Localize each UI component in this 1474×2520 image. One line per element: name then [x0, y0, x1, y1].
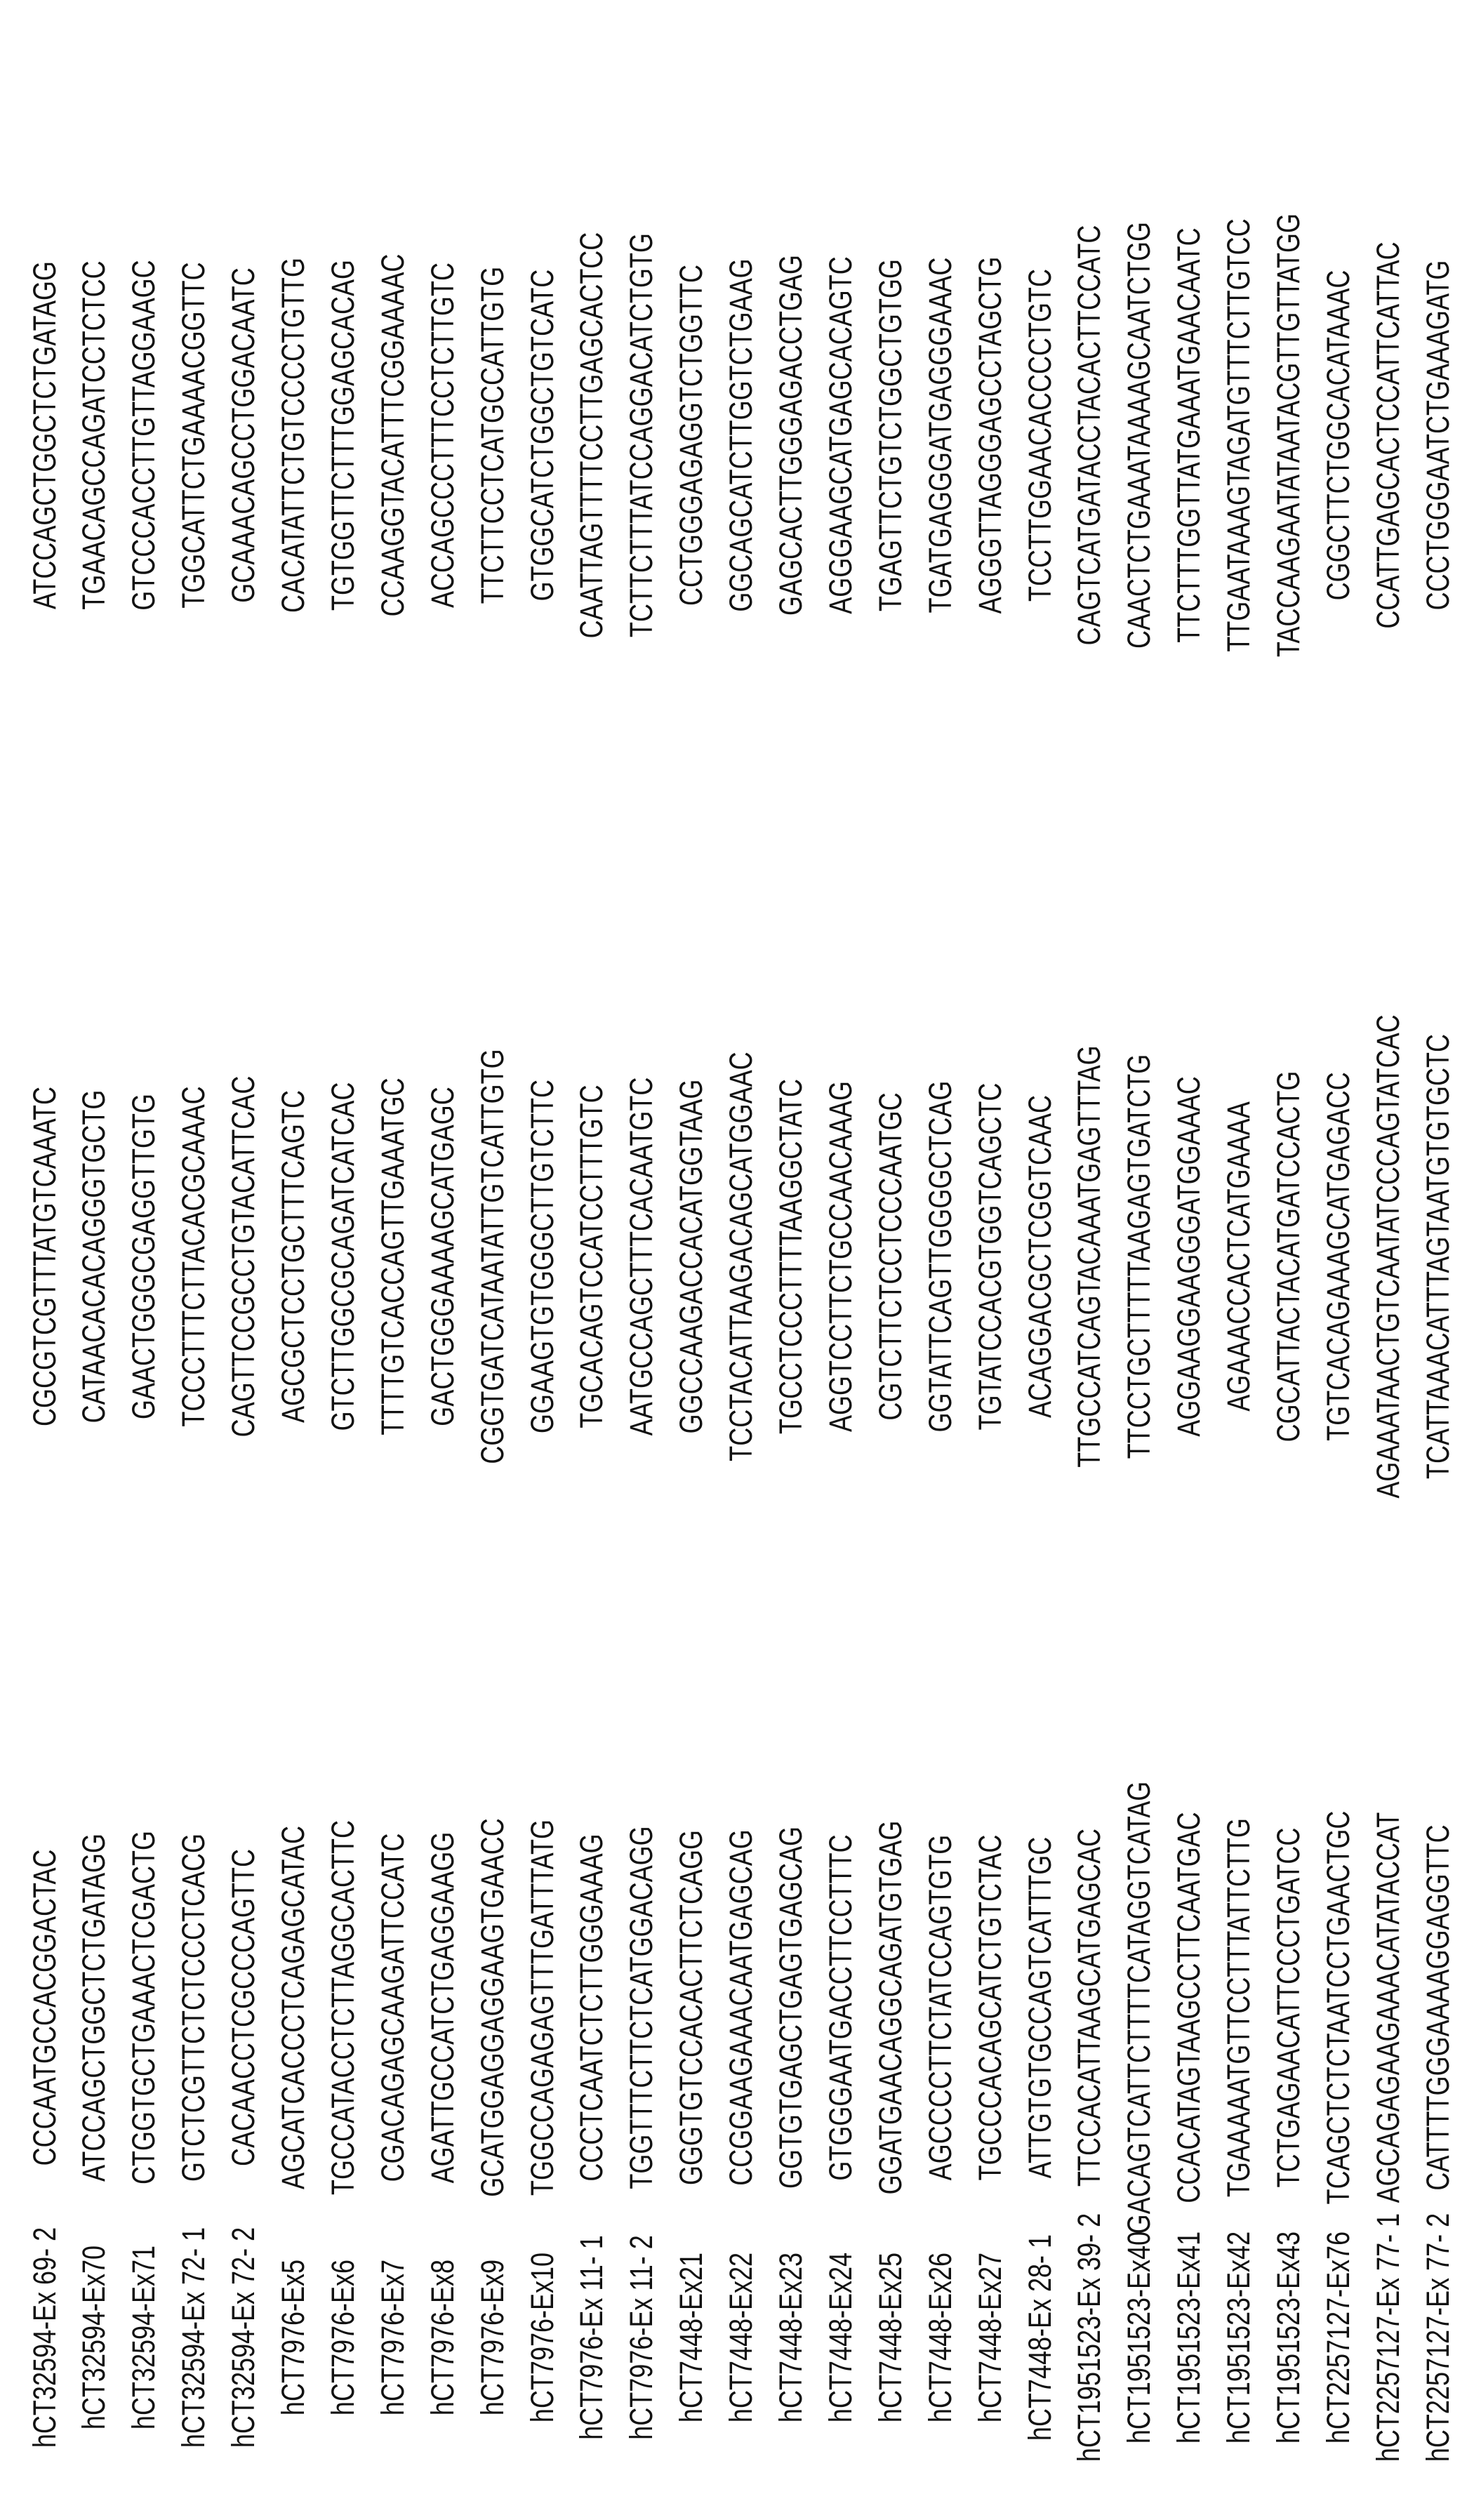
sequence-3: CCTGGGAGAGGTCTGGTTC	[666, 265, 716, 606]
sequence-3: CGGCTTCTGGCACATAAAC	[1313, 270, 1363, 601]
table-row	[766, 0, 816, 2520]
sequence-3: TACCAAGAATATAATACGTTGTTATGG	[1263, 213, 1313, 657]
sequence-2: TGCCTCCCTTTTAAGGCTATC	[766, 1079, 816, 1434]
sequence-3: CAATTAGTTTTCCTTGAGCACTCC	[566, 232, 616, 639]
sequence-3: TGAACAGCCAGATCCTCTCC	[69, 260, 119, 609]
sequence-2: TCCCTTTCTTACACGCAAAC	[168, 1086, 218, 1426]
sequence-1: GTGGGAATGACCTTCCTTTC	[816, 1834, 865, 2180]
sequence-3: GTGGCATCTGGCTGTCATC	[517, 270, 567, 602]
table-row	[1015, 0, 1065, 2520]
sequence-2: GTCTTGGCGCAGATCATCAC	[318, 1082, 368, 1431]
sequence-2: AGAAACCACTCATGAAAA	[1214, 1101, 1263, 1411]
exon-label: hCT1951523-Ex41	[1164, 2231, 1214, 2443]
exon-label: hCT7976-Ex9	[467, 2260, 517, 2415]
table-row	[816, 0, 865, 2520]
sequence-1: CACAACCTCGCCCAGTTC	[218, 1849, 268, 2166]
sequence-1: TGAAAAATGTTCCTTTATTCTTG	[1214, 1818, 1263, 2197]
table-row	[119, 0, 168, 2520]
exon-label: hCT2257127-Ex76	[1313, 2231, 1363, 2443]
table-row	[69, 0, 119, 2520]
sequence-2: GGAAGTGTGGGCTTGTCTTC	[517, 1080, 567, 1433]
sequence-1: AGCCCCTTCTATCCAGTGTG	[915, 1835, 965, 2181]
sequence-2: GAACTGGGCGAGGTTGTG	[119, 1094, 168, 1419]
exon-label: hCT1951523-Ex 39- 2	[1064, 2213, 1114, 2462]
sequence-1: AGATTGCCATCTGAGGAAGG	[418, 1832, 467, 2184]
sequence-3: GTCCCACCTTGTTAGGAAGC	[119, 260, 168, 610]
sequence-3: TCCTTGGAACACCCCTGTC	[1015, 269, 1065, 602]
exon-label: hCT7448-Ex 28- 1	[1015, 2234, 1065, 2441]
sequence-1: TCTGAGAACATTCCCTGATCC	[1263, 1828, 1313, 2188]
table-row	[1363, 0, 1413, 2520]
sequence-1: TTCCACATTAAGCATGAGCAC	[1064, 1829, 1114, 2187]
exon-label: hCT7976-Ex8	[418, 2260, 467, 2415]
exon-label: hCT7448-Ex23	[766, 2253, 816, 2422]
sequence-2: AGAAATAACTGTCAATATCCCAGTATCAC	[1363, 1014, 1413, 1498]
sequence-3: ATCCAGCTGGCTCTGATAGG	[20, 261, 69, 609]
sequence-2: TGTATCCACGTGGTCAGCTC	[965, 1083, 1015, 1431]
table-row	[218, 0, 268, 2520]
sequence-3: CACATATTCTGTCCCCTGTTG	[268, 258, 318, 613]
sequence-3: TGTGGTTCTTTGGAGCACAG	[318, 260, 368, 611]
exon-label: hCT7448-Ex27	[965, 2253, 1015, 2422]
table-row	[1114, 0, 1164, 2520]
sequence-3: CAACTCTGAAATAAAAGCAATCTGG	[1114, 222, 1164, 649]
sequence-2: AGGAAGGAAGGGATGGAAAC	[1164, 1076, 1214, 1436]
exon-label: hCT1951523-Ex42	[1214, 2231, 1263, 2443]
exon-label: hCT7976-Ex 11- 1	[566, 2235, 616, 2439]
table-row	[865, 0, 915, 2520]
sequence-1: TCAGCTCTCTAATCCTGAACTGC	[1313, 1811, 1363, 2205]
sequence-3: CCAAGGTACATTTCGGAAAAC	[368, 254, 418, 617]
sequence-1: CGACAGAGCAAGATTCCATC	[368, 1833, 418, 2182]
sequence-1: ATTGTGTGCCAGTCATTTGC	[1015, 1837, 1065, 2179]
table-row	[418, 0, 467, 2520]
sequence-3: CAGTCATGATACCTACACTTCCATC	[1064, 225, 1114, 646]
table-row	[368, 0, 418, 2520]
table-row	[517, 0, 567, 2520]
sequence-3: TTCTTTGGTTATGAAATGAACAATC	[1164, 227, 1214, 642]
exon-label: hCT1951523-Ex43	[1263, 2231, 1313, 2443]
exon-label: hCT7976-Ex 11- 2	[616, 2235, 666, 2439]
sequence-1: TGCCATACCTCTTAGGCACTTC	[318, 1820, 368, 2195]
table-row	[268, 0, 318, 2520]
sequence-1: GTCTCGTTCTCTCCCTCACG	[168, 1833, 218, 2182]
sequence-2: CGGTGATCATAATATTGTCATTGTG	[467, 1049, 517, 1464]
table-row	[467, 0, 517, 2520]
table-row	[1164, 0, 1214, 2520]
exon-label: hCT7448-Ex22	[716, 2253, 766, 2422]
sequence-3: TTGAATAAAGTAGATGTTTCTTGTCC	[1214, 218, 1263, 651]
sequence-2: GACTGGGAAAAGCATGAGC	[418, 1087, 467, 1426]
sequence-1: TGGTTTCTTCTCATGGACAGG	[616, 1826, 666, 2189]
table-row	[666, 0, 716, 2520]
sequence-1: CCGGAAGAAACAATGAGCAG	[716, 1829, 766, 2185]
sequence-3: GAGCACTTGGGAGACCTGAG	[766, 255, 816, 616]
exon-label: hCT32594-Ex 72- 1	[168, 2227, 218, 2448]
exon-label: hCT32594-Ex 69- 2	[20, 2227, 69, 2448]
exon-label: hCT7448-Ex21	[666, 2253, 716, 2422]
table-row	[1413, 0, 1463, 2520]
sequence-2: ACAGGACGCTCGGTCAAC	[1015, 1095, 1065, 1418]
sequence-2: TCCTACATTAAGACAGCATGGAAC	[716, 1052, 766, 1461]
sequence-2: TGTCACAGAAAGCATGAGACC	[1313, 1072, 1363, 1440]
sequence-2: TTTTGTCACCAGTTGAAATGC	[368, 1077, 418, 1435]
sequence-1: GGATGAACAGGCAGATGTGAG	[865, 1821, 915, 2195]
exon-label: hCT1951523-Ex40	[1114, 2231, 1164, 2443]
sequence-3: AGGGTTAGGGAGCCTAGCTG	[965, 257, 1015, 614]
sequence-3: TCTTCTTTATCCAGGACATCTGTG	[616, 233, 666, 637]
sequence-2: AATGCCAGCTTTCACAATGTC	[616, 1077, 666, 1436]
sequence-3: AGGGAAGCATGAGCACAGTC	[816, 256, 865, 614]
table-row	[1263, 0, 1313, 2520]
sequence-2: CGCATTACTACATGATCCACTG	[1263, 1071, 1313, 1443]
sequence-1: AGCAGAGAAGAAACATATACCAT	[1363, 1812, 1413, 2203]
sequence-2: AGCGCTCCTGCTTTCAGTC	[268, 1090, 318, 1423]
sequence-3: TTCTTCCTCATGCCATTGTG	[467, 267, 517, 604]
exon-label: hCT32594-Ex70	[69, 2246, 119, 2429]
sequence-1: AGCATCACCCTCAGAGCATAC	[268, 1826, 318, 2189]
exon-label: hCT7448-Ex24	[816, 2253, 865, 2422]
exon-label: hCT2257127-Ex 77- 2	[1413, 2213, 1463, 2462]
sequence-3: GGCAGCATCTTGGTCTGAAG	[716, 258, 766, 611]
table-row	[566, 0, 616, 2520]
sequence-1: GCATGGAGGAGGAAGTGAACC	[467, 1818, 517, 2196]
sequence-3: ACCAGCCCTTTCCTCTTGTC	[418, 263, 467, 608]
sequence-1: GGGTGTCCACACTTCTCAGG	[666, 1830, 716, 2185]
sequence-3: TGGCATTCTGAAAACGGTTC	[168, 262, 218, 608]
sequence-1: CCCAATGCCACGGACTAC	[20, 1850, 69, 2166]
sequence-2: CGTCTTCTCCTCCCAATGC	[865, 1092, 915, 1420]
exon-label: hCT32594-Ex 72- 2	[218, 2227, 268, 2448]
exon-label: hCT7448-Ex26	[915, 2253, 965, 2422]
sequence-3: TGAGTTCTGTCTGGCTGTGG	[865, 259, 915, 611]
exon-label: hCT7976-Ex10	[517, 2253, 567, 2422]
table-row	[716, 0, 766, 2520]
sequence-1: CTGGTGCTGAAACTCGACTG	[119, 1831, 168, 2184]
sequence-2: TTCCTGCTTTTTAAGAGTGATCTG	[1114, 1054, 1164, 1459]
sequence-2: TTGCCATCAGTACAAATGAGTTTAG	[1064, 1045, 1114, 1467]
table-row	[20, 0, 69, 2520]
exon-label: hCT7448-Ex25	[865, 2253, 915, 2422]
sequence-1: CATTTTGGGAAAAGGAGGTTC	[1413, 1824, 1463, 2190]
sequence-1: GACAGTCATTCTTTTCATAGGTCATAG	[1114, 1782, 1164, 2234]
rotated-document-page	[0, 0, 1474, 2520]
table-row	[1064, 0, 1114, 2520]
sequence-3: TGATGAGGGATGAGGGAAAC	[915, 258, 965, 614]
table-row	[318, 0, 368, 2520]
sequence-1: TGGCCAGAGAGTTTGATTTATG	[517, 1819, 567, 2196]
sequence-2: TCATTAAACATTTAGTAATGTGTGCTC	[1413, 1034, 1463, 1479]
table-row	[168, 0, 218, 2520]
sequence-2: TGCACAGTCCATCCTTTGTC	[566, 1085, 616, 1428]
table-row	[915, 0, 965, 2520]
table-row	[616, 0, 666, 2520]
exon-label: hCT7976-Ex5	[268, 2260, 318, 2415]
exon-label: hCT32594-Ex71	[119, 2246, 168, 2429]
sequence-1: CCACATAGTAAGCCTTCAATGAC	[1164, 1812, 1214, 2203]
sequence-3: CCATTGAGCACTCCATTCATTAC	[1363, 241, 1413, 628]
sequence-1: CCCTCAATCTCTTGGGAAAG	[566, 1833, 616, 2181]
sequence-2: GGTATTCAGTTGGGGCTCAG	[915, 1081, 965, 1433]
exon-label: hCT7976-Ex6	[318, 2260, 368, 2415]
sequence-2: CGCGTCGTTTATGTCAAATC	[20, 1087, 69, 1426]
sequence-1: ATCCAGCTGGCTCTGATAGG	[69, 1833, 119, 2182]
exon-label: hCT7976-Ex7	[368, 2260, 418, 2415]
table-row	[965, 0, 1015, 2520]
sequence-2: GGCCAAGACCACATGGTAAG	[666, 1080, 716, 1434]
sequence-3: GCAAACAGCCTGGACAATC	[218, 267, 268, 602]
sequence-3: CCCTGGGAATCTGAAAGATG	[1413, 260, 1463, 611]
table-row	[1214, 0, 1263, 2520]
sequence-2: CATAACACACAGGGTGCTG	[69, 1090, 119, 1424]
sequence-1: GGTGTGAGCTGAGTGAGCAG	[766, 1826, 816, 2189]
sequence-2: AGGTCCTTCTGCCAACAAAG	[816, 1081, 865, 1432]
table-row	[1313, 0, 1363, 2520]
exon-label: hCT2257127-Ex 77- 1	[1363, 2213, 1413, 2462]
sequence-1: TGCCCACAGCATCTGTCTAC	[965, 1835, 1015, 2181]
sequence-2: CAGTTCCGCCTGTACATTCAC	[218, 1076, 268, 1438]
